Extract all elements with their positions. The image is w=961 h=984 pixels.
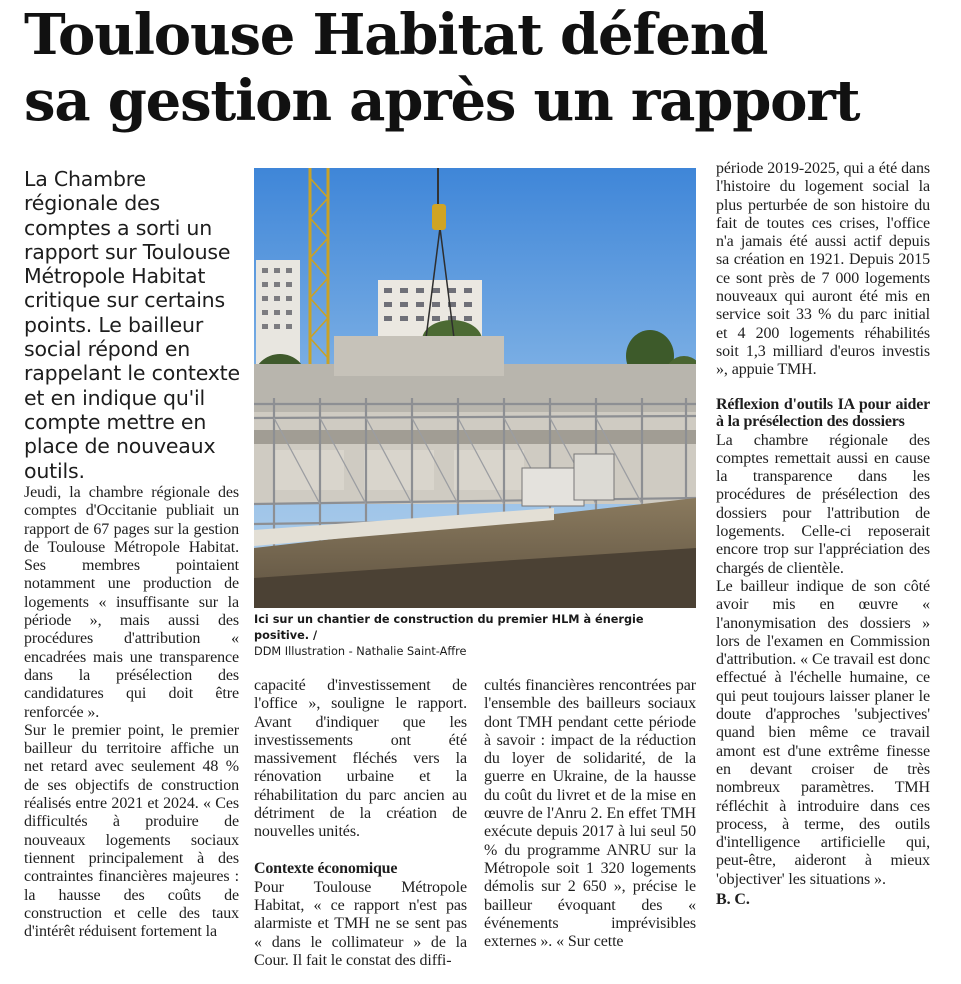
subheading-ai-tools: Réflexion d'outils IA pour aider à la présélection des dossiers <box>716 395 930 430</box>
paragraph: Sur le premier point, le premier bailleur du territoire affiche un net retard avec seulement 48 % de ses objectifs de construction réalisés entre 2021 et 2024. « Ces difficultés à produire de nouveaux logements sociaux tiennent principalement à des contraintes financières majeures : la hausse des coûts de construction et celle des taux d'intérêt réduisent fortement la <box>24 721 239 941</box>
paragraph: capacité d'investissement de l'office », souligne le rapport. Avant d'indiquer que les investissements ont été massivement fléchés vers la rénovation urbaine et la réhabilitation du parc ancien au détriment de la création de nouvelles unités. <box>254 677 467 841</box>
paragraph: cultés financières rencontrées par l'ensemble des bailleurs sociaux dont TMH pendant cette période à savoir : impact de la réduction du loyer de solidarité, de la guerre en Ukraine, de la hausse du coût du livret et de la mise en œuvre de l'Anru 2. En effet TMH exécute depuis 2017 à lui seul 50 % du programme ANRU sur la Métropole soit 1 320 logements démolis sur 2 650 », précise le bailleur évoquant des « événements imprévisibles externes ». « Sur cette <box>484 677 696 951</box>
article-lede: La Chambre régionale des comptes a sorti un rapport sur Toulouse Métropole Habitat critique sur certains points. Le bailleur social répond en rappelant le contexte et en indique qu'il compte mettre en place de nouveaux outils. <box>24 167 240 483</box>
photo-credit: DDM Illustration - Nathalie Saint-Affre <box>254 645 467 658</box>
construction-site-photo <box>254 168 696 608</box>
headline-line-1: Toulouse Habitat défend <box>24 2 768 68</box>
article-column-2 <box>254 677 467 970</box>
paragraph: Le bailleur indique de son côté avoir mis en œuvre « l'anonymisation des dossiers » lors de l'examen en Commission d'attribution. « Ce travail est donc effectué à l'échelle humaine, ce qui peut toujours laisser planer le doute d'approches 'subjectives' quand bien même ce travail amont est d'une extrême finesse en devant croiser de très nombreux paramètres. TMH réfléchit à introduire dans ces process, à terme, des outils d'intelligence artificielle qui, peut-être, aideront à mieux 'objectiver' les situations ». <box>716 577 930 888</box>
paragraph: Pour Toulouse Métropole Habitat, « ce rapport n'est pas alarmiste et TMH ne se sent pas « dans le collimateur » de la Cour. Il fait le constat des diffi- <box>254 878 467 969</box>
paragraph: La chambre régionale des comptes remettait aussi en cause la transparence dans les procédures de présélection des dossiers pour l'attribution de logements. Celle-ci reposerait encore trop sur l'appréciation des chargés de clientèle. <box>716 431 930 577</box>
paragraph: période 2019-2025, qui a été dans l'histoire du logement social la plus perturbée de son histoire du fait de toutes ces crises, l'office n'a jamais été aussi actif depuis sa création en 1921. Depuis 2015 ce sont près de 7 000 logements nouveaux qui auront été mis en service soit 33 % du parc initial et 4 200 logements réhabilités soit 1,3 milliard d'euros investis », appuie TMH. <box>716 160 930 379</box>
construction-photo-icon <box>254 168 696 608</box>
headline <box>24 2 944 134</box>
photo-caption-text: Ici sur un chantier de construction du premier HLM à énergie positive. / <box>254 613 644 642</box>
article-column-1 <box>24 484 239 941</box>
subheading-economic-context: Contexte économique <box>254 859 398 877</box>
paragraph: Jeudi, la chambre régionale des comptes d'Occitanie publiait un rapport de 67 pages sur la gestion de Toulouse Métropole Habitat. Ses membres pointaient notamment une production de logements « insuffisante sur la période », mais aussi des procédures d'attribution « encadrées mais une transparence dans la présélection des candidatures qui doit être renforcée ». <box>24 484 239 721</box>
article-column-4 <box>716 160 930 909</box>
article-column-3 <box>484 677 696 951</box>
headline-line-2: sa gestion après un rapport <box>24 68 860 134</box>
author-signature: B. C. <box>716 890 750 908</box>
photo-caption <box>254 612 696 660</box>
